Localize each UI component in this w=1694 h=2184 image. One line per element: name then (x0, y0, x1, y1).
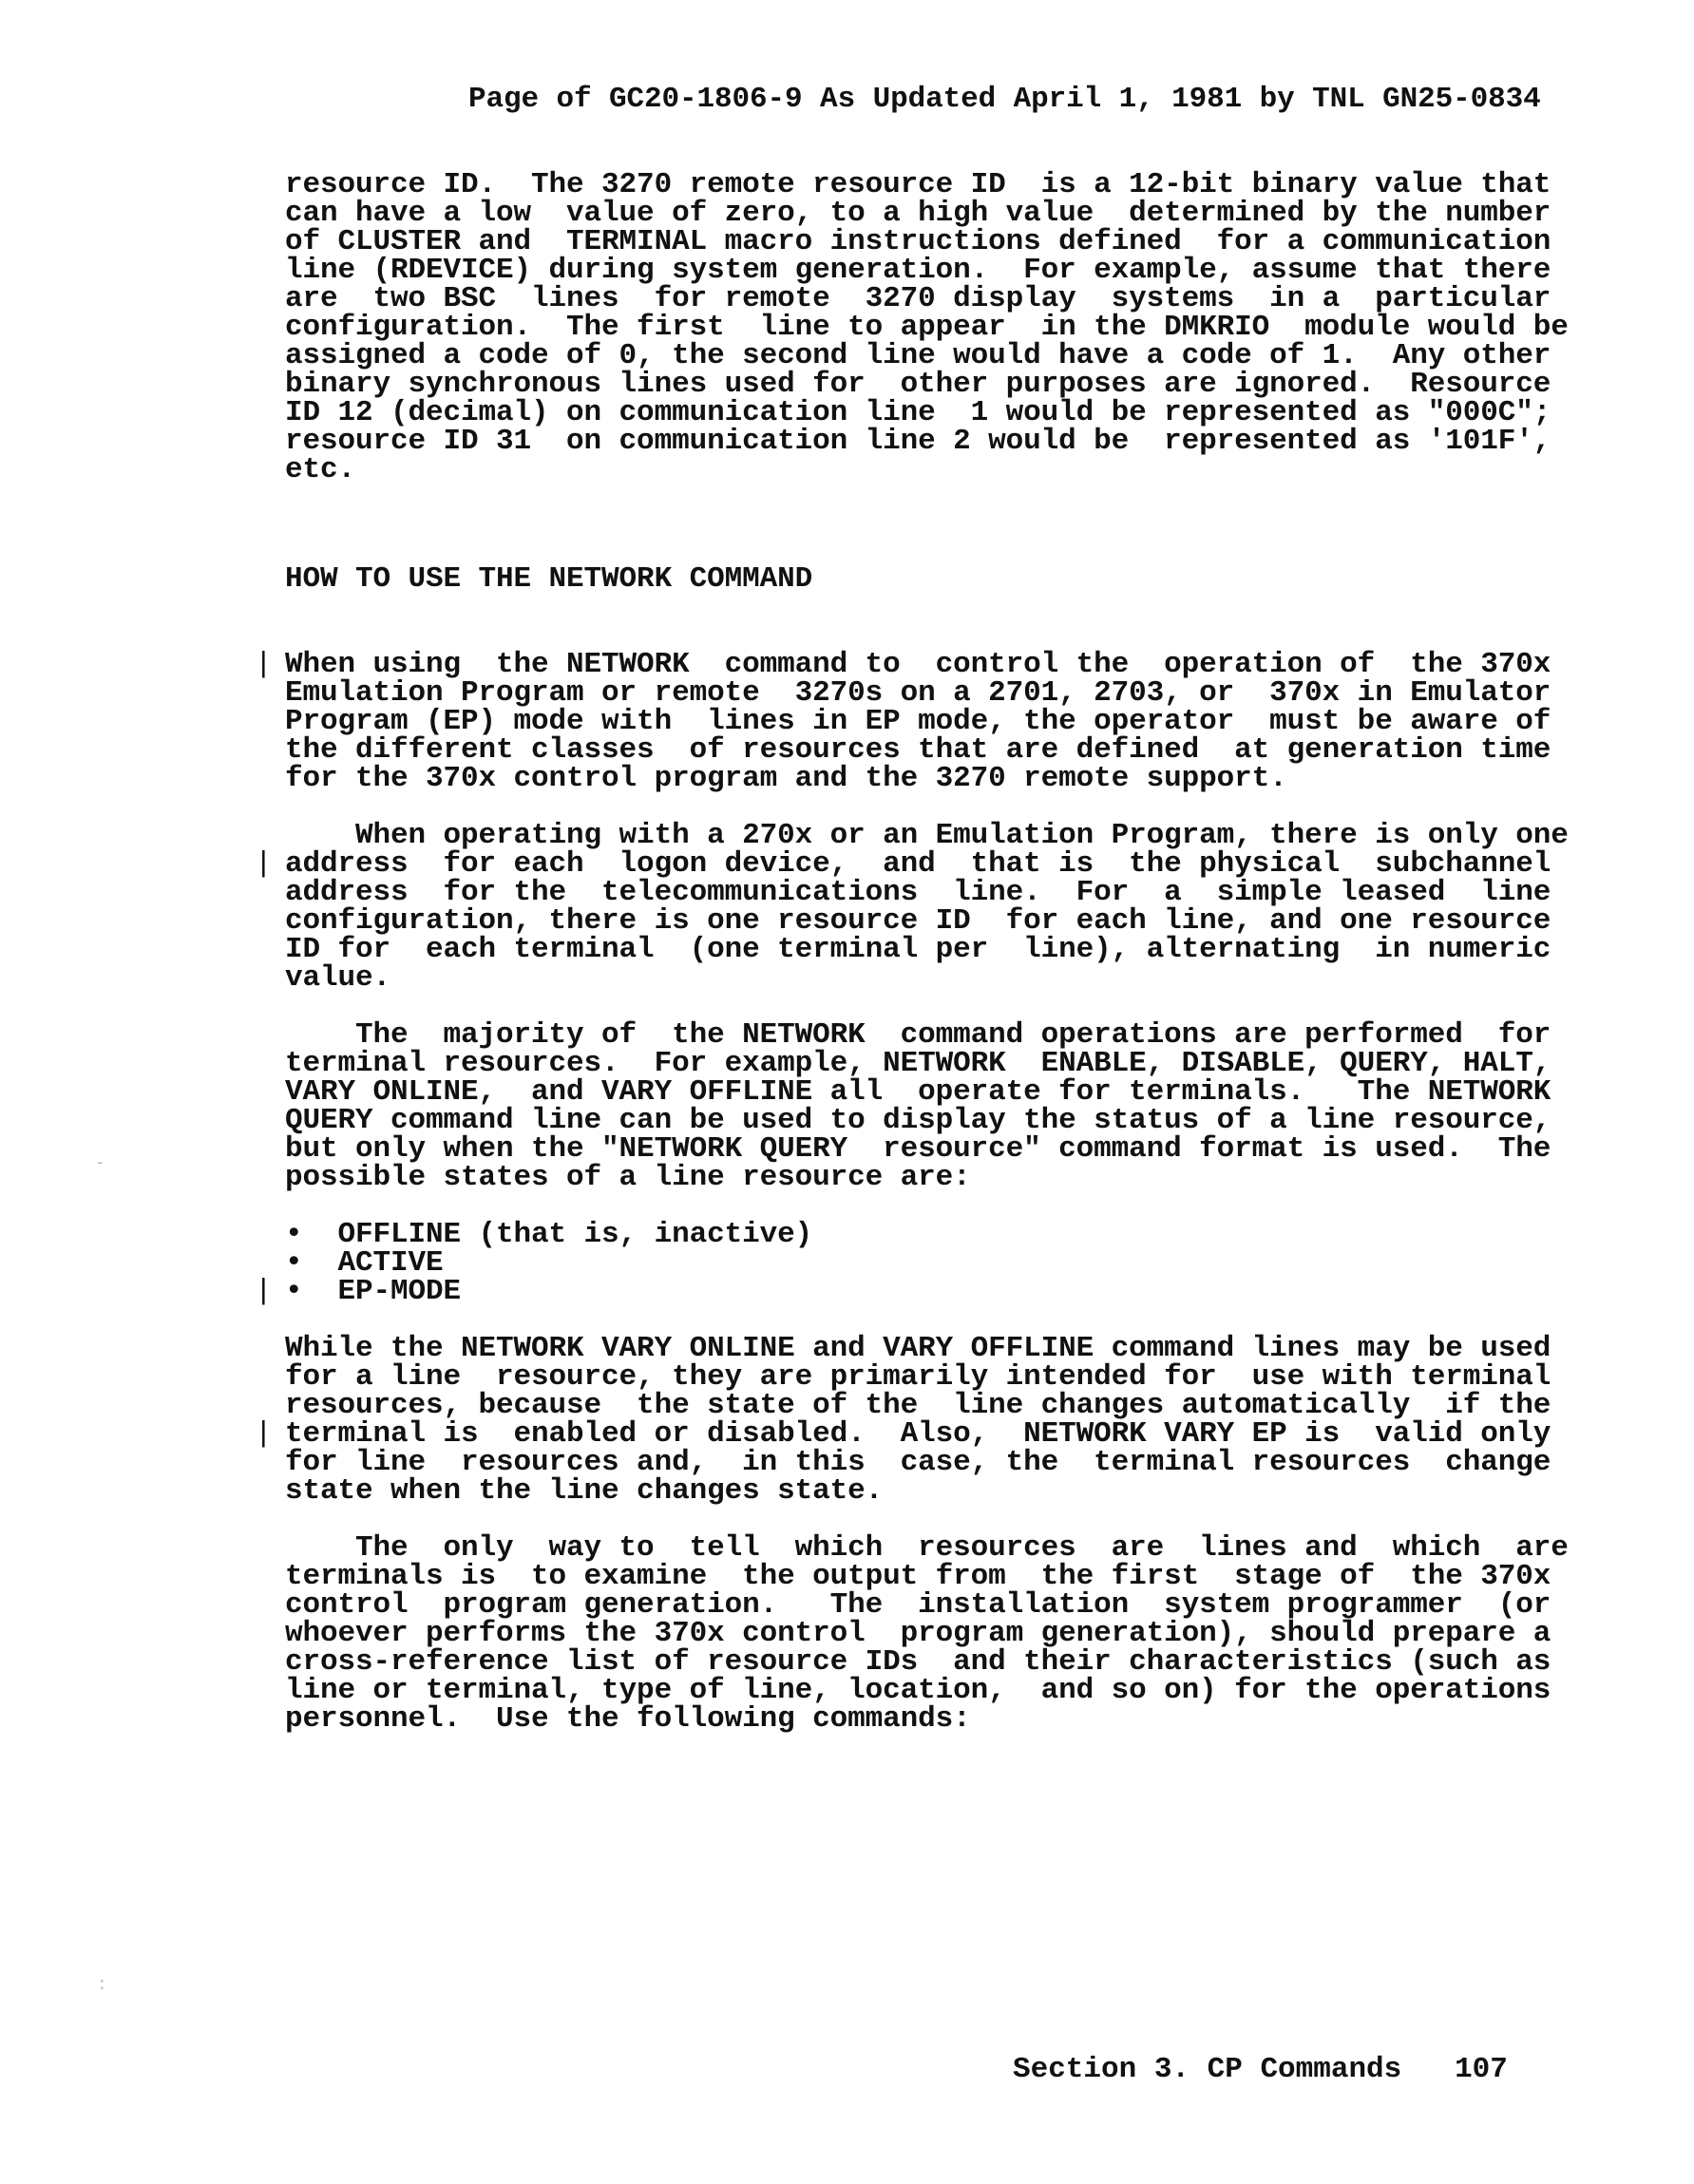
para5-line-3: resources, because the state of the line changes automatically if the (285, 1389, 1551, 1422)
para1-line-2: can have a low value of zero, to a high value determined by the number (285, 197, 1551, 230)
para6-line-5: cross-reference list of resource IDs and their characteristics (such as (285, 1645, 1551, 1679)
scan-mark: - (95, 1154, 105, 1173)
para1-line-10: resource ID 31 on communication line 2 would be represented as '101F', (285, 425, 1551, 458)
para3-line-3: address for the telecommunications line. For a simple leased line (285, 876, 1551, 909)
para1-line-9: ID 12 (decimal) on communication line 1 would be represented as "000C"; (285, 396, 1551, 429)
para1-line-7: assigned a code of 0, the second line would have a code of 1. Any other (285, 339, 1551, 372)
para1-line-5: are two BSC lines for remote 3270 display systems in a particular (285, 282, 1551, 315)
para5-line-5: for line resources and, in this case, the terminal resources change (285, 1446, 1551, 1479)
para1-line-4: line (RDEVICE) during system generation. For example, assume that there (285, 254, 1551, 287)
para3-line-6: value. (285, 961, 391, 995)
para1-line-8: binary synchronous lines used for other purposes are ignored. Resource (285, 368, 1551, 401)
para4-line-2: terminal resources. For example, NETWORK ENABLE, DISABLE, QUERY, HALT, (285, 1047, 1551, 1080)
revision-bar: | (255, 648, 273, 681)
para1-line-3: of CLUSTER and TERMINAL macro instructions defined for a communication (285, 225, 1551, 258)
para3-line-2: address for each logon device, and that is the physical subchannel (285, 847, 1551, 881)
para4-line-3: VARY ONLINE, and VARY OFFLINE all operate for terminals. The NETWORK (285, 1075, 1551, 1109)
para4-line-5: but only when the "NETWORK QUERY resource" command format is used. The (285, 1132, 1551, 1166)
para4-line-1: The majority of the NETWORK command operations are performed for (285, 1018, 1551, 1052)
page-header: Page of GC20-1806-9 As Updated April 1, 1981 by TNL GN25-0834 (468, 83, 1541, 116)
para1-line-1: resource ID. The 3270 remote resource ID is a 12-bit binary value that (285, 168, 1551, 201)
para1-line-11: etc. (285, 453, 356, 486)
bullet-item: • ACTIVE (285, 1246, 444, 1280)
para2-line-4: the different classes of resources that are defined at generation time (285, 733, 1551, 767)
para2-line-5: for the 370x control program and the 3270 remote support. (285, 762, 1287, 795)
para6-line-4: whoever performs the 370x control program generation), should prepare a (285, 1617, 1551, 1650)
para1-line-6: configuration. The first line to appear in the DMKRIO module would be (285, 311, 1569, 344)
para2-line-1: When using the NETWORK command to control the operation of the 370x (285, 648, 1551, 681)
para4-line-6: possible states of a line resource are: (285, 1161, 971, 1194)
page-footer: Section 3. CP Commands 107 (1013, 2053, 1508, 2086)
revision-bar: | (255, 1275, 273, 1308)
para3-line-5: ID for each terminal (one terminal per line), alternating in numeric (285, 933, 1551, 966)
para6-line-2: terminals is to examine the output from the first stage of the 370x (285, 1560, 1551, 1593)
bullet-item: • OFFLINE (that is, inactive) (285, 1218, 813, 1251)
revision-bar: | (255, 1417, 273, 1451)
para6-line-1: The only way to tell which resources are lines and which are (285, 1531, 1569, 1565)
para6-line-6: line or terminal, type of line, location, and so on) for the operations (285, 1674, 1551, 1707)
para5-line-6: state when the line changes state. (285, 1474, 884, 1508)
revision-bar: | (255, 847, 273, 881)
para3-line-1: When operating with a 270x or an Emulation Program, there is only one (285, 819, 1569, 852)
para4-line-4: QUERY command line can be used to display the status of a line resource, (285, 1104, 1551, 1137)
para5-line-4: terminal is enabled or disabled. Also, NETWORK VARY EP is valid only (285, 1417, 1551, 1451)
para6-line-3: control program generation. The installation system programmer (or (285, 1588, 1551, 1622)
para5-line-2: for a line resource, they are primarily intended for use with terminal (285, 1360, 1551, 1394)
para5-line-1: While the NETWORK VARY ONLINE and VARY OFFLINE command lines may be used (285, 1332, 1551, 1365)
section-heading: HOW TO USE THE NETWORK COMMAND (285, 562, 813, 596)
bullet-item: • EP-MODE (285, 1275, 462, 1308)
para6-line-7: personnel. Use the following commands: (285, 1702, 971, 1736)
para3-line-4: configuration, there is one resource ID for each line, and one resource (285, 904, 1551, 938)
scan-mark: : (97, 1976, 107, 1995)
para2-line-3: Program (EP) mode with lines in EP mode, the operator must be aware of (285, 705, 1551, 738)
para2-line-2: Emulation Program or remote 3270s on a 2701, 2703, or 370x in Emulator (285, 676, 1551, 710)
